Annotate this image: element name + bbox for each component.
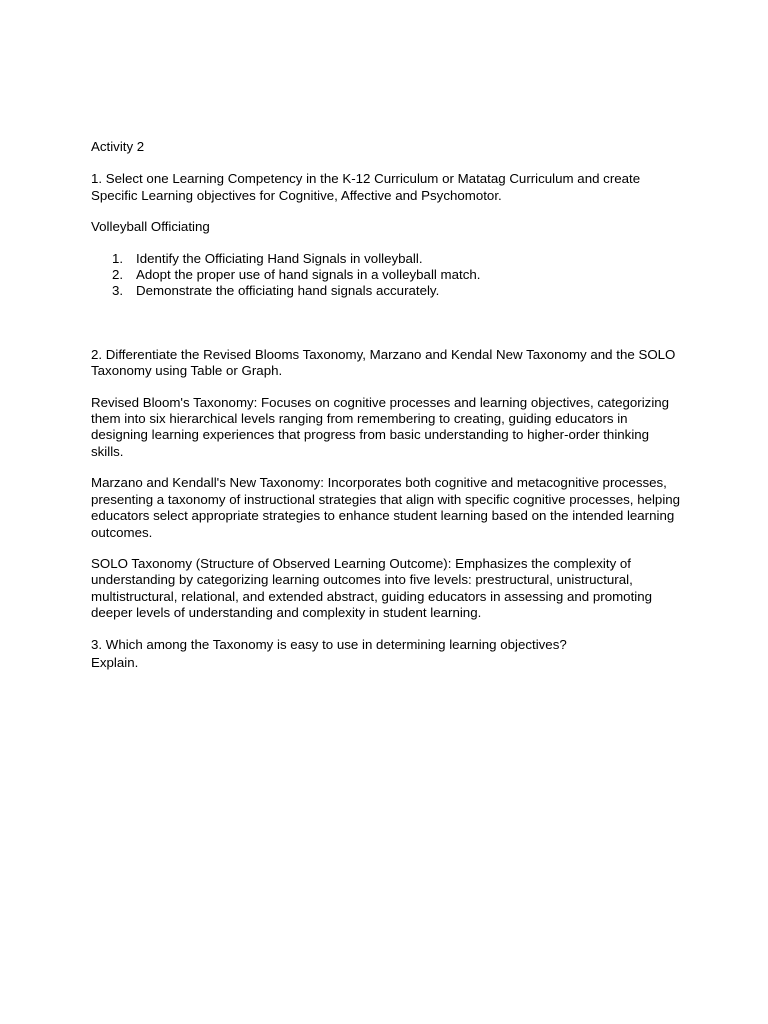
marzano-paragraph: Marzano and Kendall's New Taxonomy: Incorporates both cognitive and metacognitive processes, presenting a taxonomy of instructional strategies that align with specific cognitive processes, helping educators select appropriate strategies to enhance student learning based on the intended learning outcomes. <box>91 475 684 540</box>
list-item-text: Adopt the proper use of hand signals in a volleyball match. <box>136 267 481 283</box>
list-item-text: Identify the Officiating Hand Signals in volleyball. <box>136 250 423 266</box>
list-item-number: 2. <box>112 267 124 283</box>
list-item <box>91 283 681 299</box>
question-3: 3. Which among the Taxonomy is easy to use in determining learning objectives? <box>91 636 567 652</box>
list-item <box>91 267 681 283</box>
list-item <box>91 251 681 267</box>
question-1: 1. Select one Learning Competency in the K-12 Curriculum or Matatag Curriculum and create Specific Learning objectives for Cognitive, Affective and Psychomotor. <box>91 171 644 203</box>
solo-paragraph: SOLO Taxonomy (Structure of Observed Learning Outcome): Emphasizes the complexity of understanding by categorizing learning outcomes into five levels: prestructural, unistructural, multistructural, relational, and extended abstract, guiding educators in assessing and promoting deeper levels of understanding and complexity in student learning. <box>91 555 656 621</box>
competency-topic: Volleyball Officiating <box>91 219 210 235</box>
explain-prompt: Explain. <box>91 654 139 670</box>
list-item-text: Demonstrate the officiating hand signals accurately. <box>136 283 440 299</box>
document-body <box>91 139 684 671</box>
activity-title: Activity 2 <box>91 139 145 154</box>
list-item-number: 3. <box>112 283 124 299</box>
objectives-list <box>91 251 681 300</box>
question-2: 2. Differentiate the Revised Blooms Taxonomy, Marzano and Kendal New Taxonomy and the SOLO Taxonomy using Table or Graph. <box>91 346 679 379</box>
list-item-number: 1. <box>112 250 124 266</box>
blooms-paragraph: Revised Bloom's Taxonomy: Focuses on cognitive processes and learning objectives, categorizing them into six hierarchical levels ranging from remembering to creating, guiding educators in designing learning experiences that progress from basic understanding to higher-order thinking skills. <box>91 394 673 459</box>
